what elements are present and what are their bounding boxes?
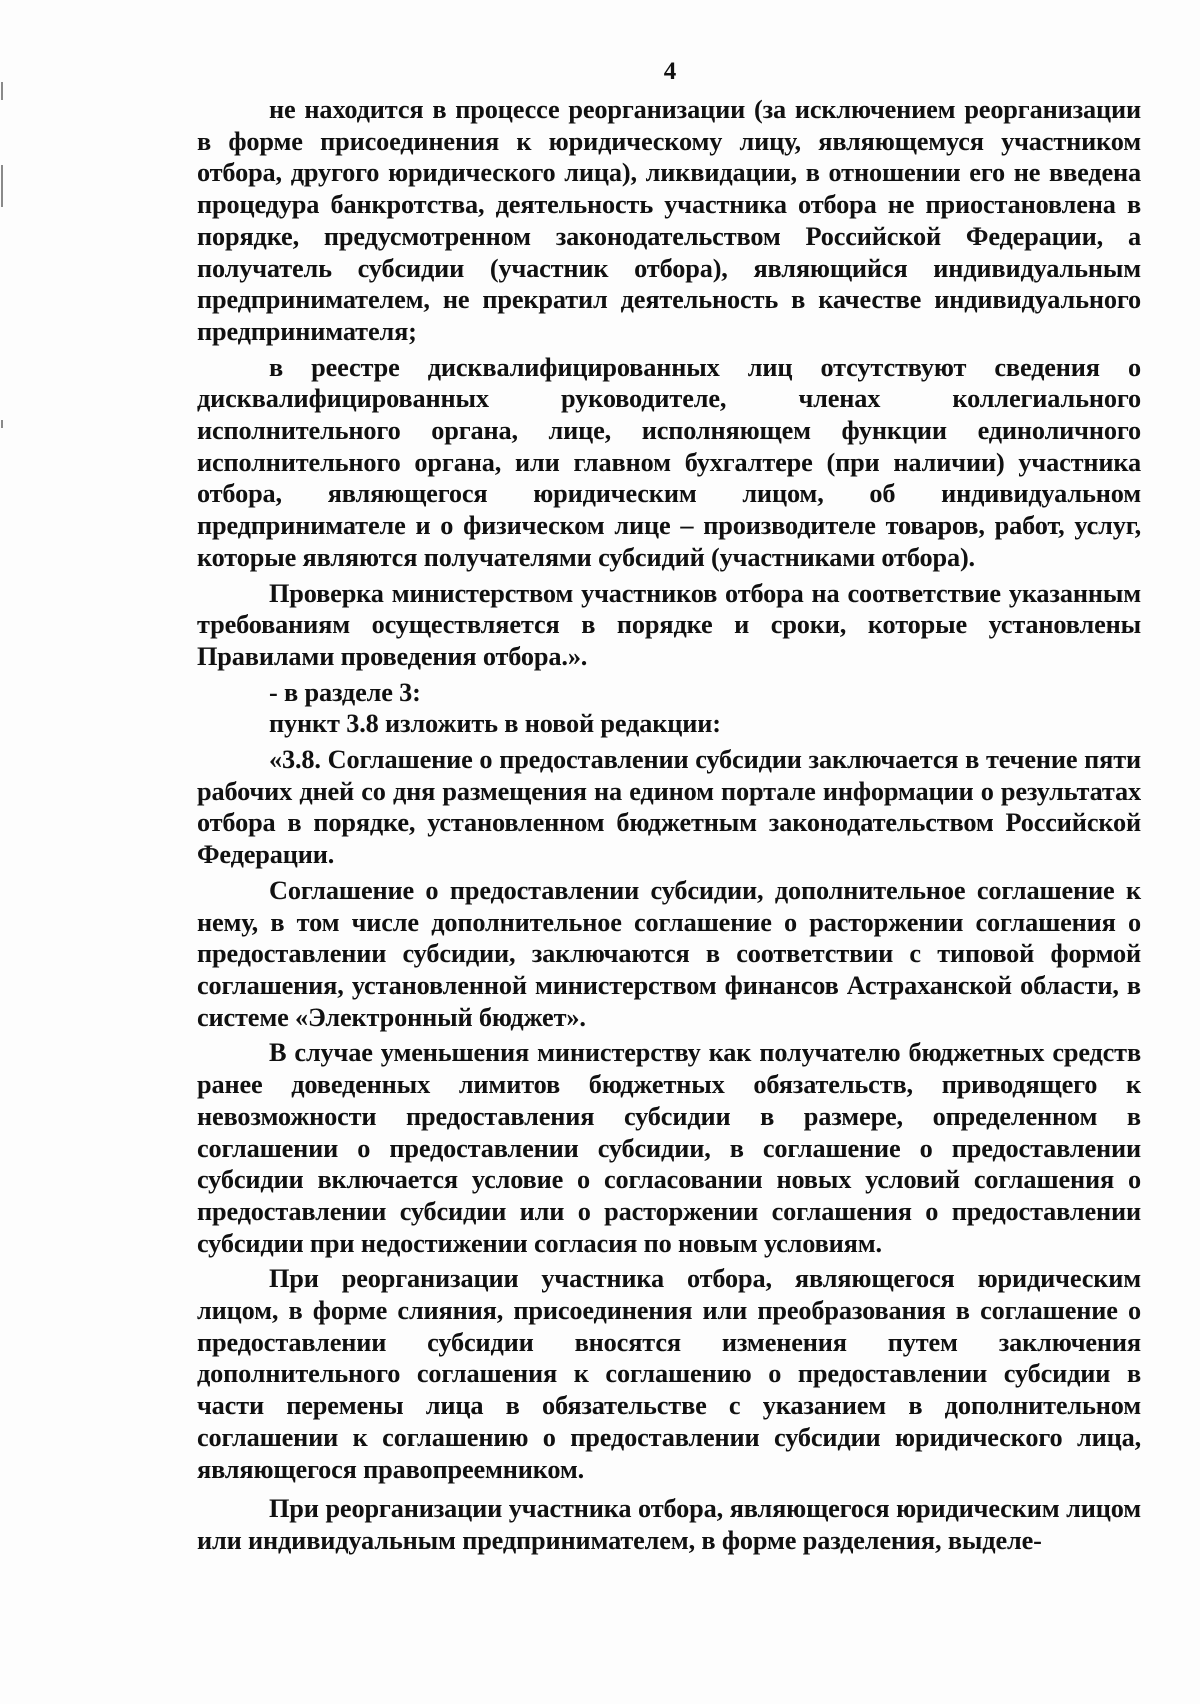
paragraph: пункт 3.8 изложить в новой редакции:: [269, 709, 721, 739]
paragraph: Соглашение о предоставлении субсидии, дополнительное соглашение к нему, в том числе дополнительное соглашение о расторжении соглашения о предоставлении субсидии, заключаются в соответствии с типовой формой соглашения, установленной министерством финансов Астраханской области, в системе «Электронный бюджет».: [197, 875, 1141, 1032]
paragraph: При реорганизации участника отбора, являющегося юридическим лицом или индивидуальным предпринимателем, в форме разделения, выделе-: [197, 1494, 1141, 1555]
paragraph: не находится в процессе реорганизации (за исключением реорганизации в форме присоединения к юридическому лицу, являющемуся участником отбора, другого юридического лица), ликвидации, в отношении его не введена процедура банкротства, деятельность участника отбора не приостановлена в порядке, предусмотренном законодательством Российской Федерации, а получатель субсидии (участник отбора), являющийся индивидуальным предпринимателем, не прекратил деятельность в качестве индивидуального предпринимателя;: [197, 95, 1141, 346]
paragraph: В случае уменьшения министерству как получателю бюджетных средств ранее доведенных лимитов бюджетных обязательств, приводящего к невозможности предоставления субсидии в размере, определенном в соглашении о предоставлении субсидии, в соглашение о предоставлении субсидии включается условие о согласовании новых условий соглашения о предоставлении субсидии или о расторжении соглашения о предоставлении субсидии при недостижении согласия по новым условиям.: [197, 1038, 1141, 1258]
paragraph: При реорганизации участника отбора, являющегося юридическим лицом, в форме слияния, присоединения или преобразования в соглашение о предоставлении субсидии вносятся изменения путем заключения дополнительного соглашения к соглашению о предоставлении субсидии в части перемены лица в обязательстве с указанием в дополнительном соглашении к соглашению о предоставлении субсидии юридического лица, являющегося правопреемником.: [197, 1264, 1141, 1484]
document-body: [197, 94, 1141, 1557]
paragraph: - в разделе 3:: [269, 677, 421, 707]
scan-artifact: [1, 165, 3, 207]
scan-artifact: [1, 420, 3, 428]
page-number: 4: [663, 58, 677, 85]
paragraph: «3.8. Соглашение о предоставлении субсидии заключается в течение пяти рабочих дней со дня размещения на едином портале информации о результатах отбора в порядке, установленном бюджетным законодательством Российской Федерации.: [197, 745, 1141, 870]
paragraph: в реестре дисквалифицированных лиц отсутствуют сведения о дисквалифицированных руководителе, членах коллегиального исполнительного органа, лице, исполняющем функции единоличного исполнительного органа, или главном бухгалтере (при наличии) участника отбора, являющегося юридическим лицом, об индивидуальном предпринимателе и о физическом лице – производителе товаров, работ, услуг, которые являются получателями субсидий (участниками отбора).: [197, 352, 1141, 572]
paragraph: Проверка министерством участников отбора на соответствие указанным требованиям осуществляется в порядке и сроки, которые установлены Правилами проведения отбора.».: [197, 578, 1141, 671]
